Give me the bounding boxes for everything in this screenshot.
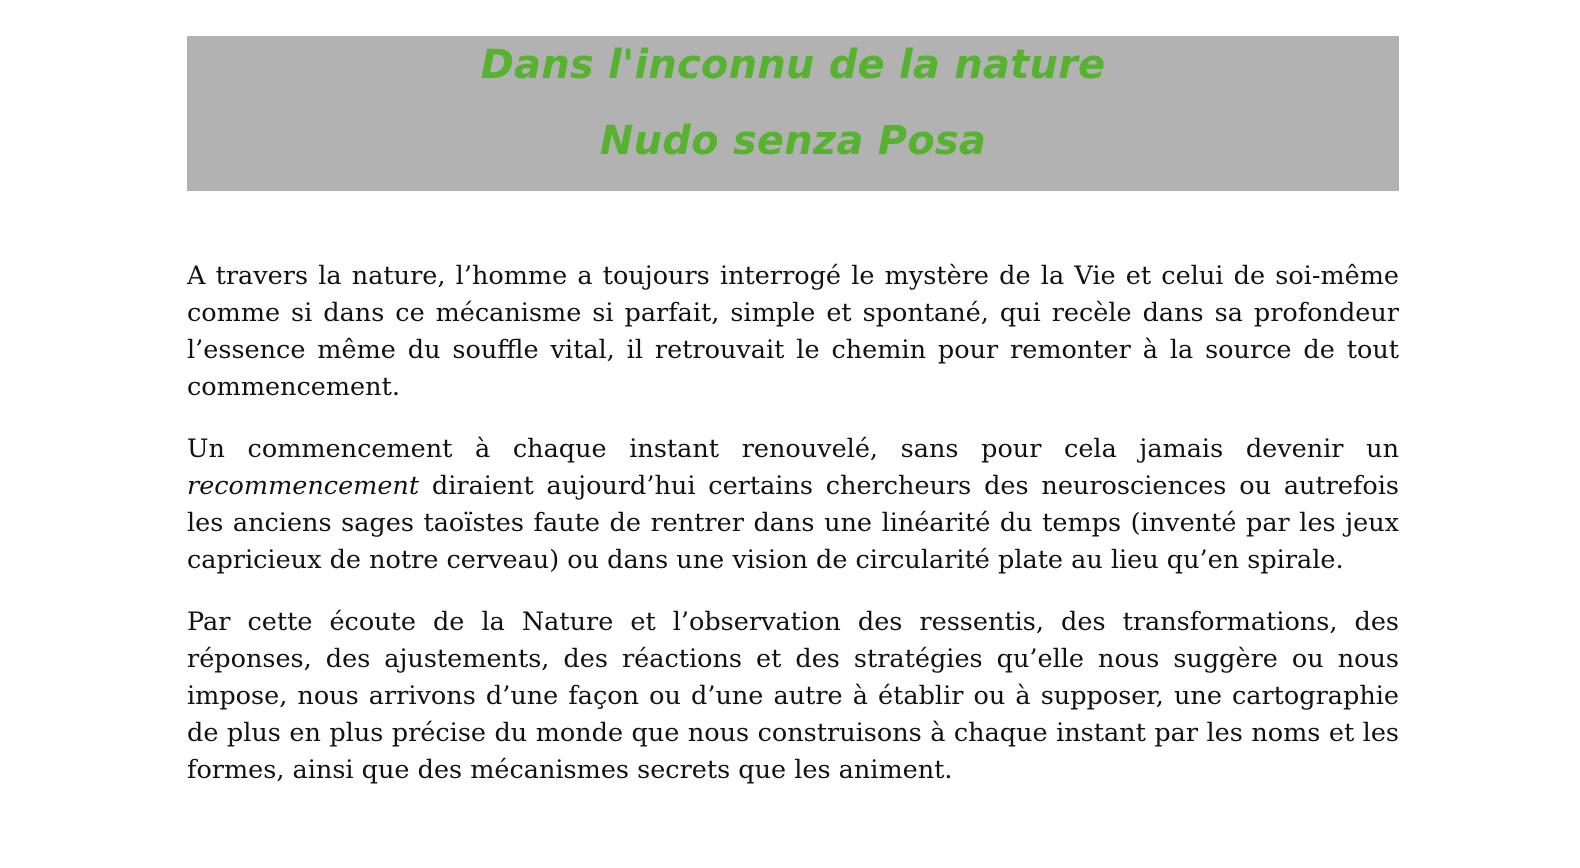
- document-page: [187, 36, 1399, 789]
- paragraph-2-emphasis: recommencement: [187, 471, 420, 501]
- title-line-2: Nudo senza Posa: [599, 118, 987, 164]
- paragraph-2-rest: diraient aujourd’hui certains chercheurs des neurosciences ou autrefois les anciens sages taoïstes faute de rentrer dans une linéarité du temps (inventé par les jeux capricieux de notre cerveau) ou dans une vision de circularité plate au lieu qu’en spirale.: [187, 471, 1399, 575]
- body-text: [187, 258, 1399, 789]
- paragraph-1: A travers la nature, l’homme a toujours interrogé le mystère de la Vie et celui de soi-même comme si dans ce mécanisme si parfait, simple et spontané, qui recèle dans sa profondeur l’essence même du souffle vital, il retrouvait le chemin pour remonter à la source de tout commencement.: [187, 261, 1399, 402]
- paragraph-2: [187, 431, 1399, 579]
- title-line-1: Dans l'inconnu de la nature: [480, 42, 1106, 88]
- paragraph-2-lead: Un commencement à chaque instant renouvelé, sans pour cela jamais devenir un: [187, 434, 1399, 464]
- title-banner: [187, 36, 1399, 191]
- paragraph-3: Par cette écoute de la Nature et l’observation des ressentis, des transformations, des réponses, des ajustements, des réactions et des stratégies qu’elle nous suggère ou nous impose, nous arrivons d’une façon ou d’une autre à établir ou à supposer, une cartographie de plus en plus précise du monde que nous construisons à chaque instant par les noms et les formes, ainsi que des mécanismes secrets que les animent.: [187, 607, 1399, 785]
